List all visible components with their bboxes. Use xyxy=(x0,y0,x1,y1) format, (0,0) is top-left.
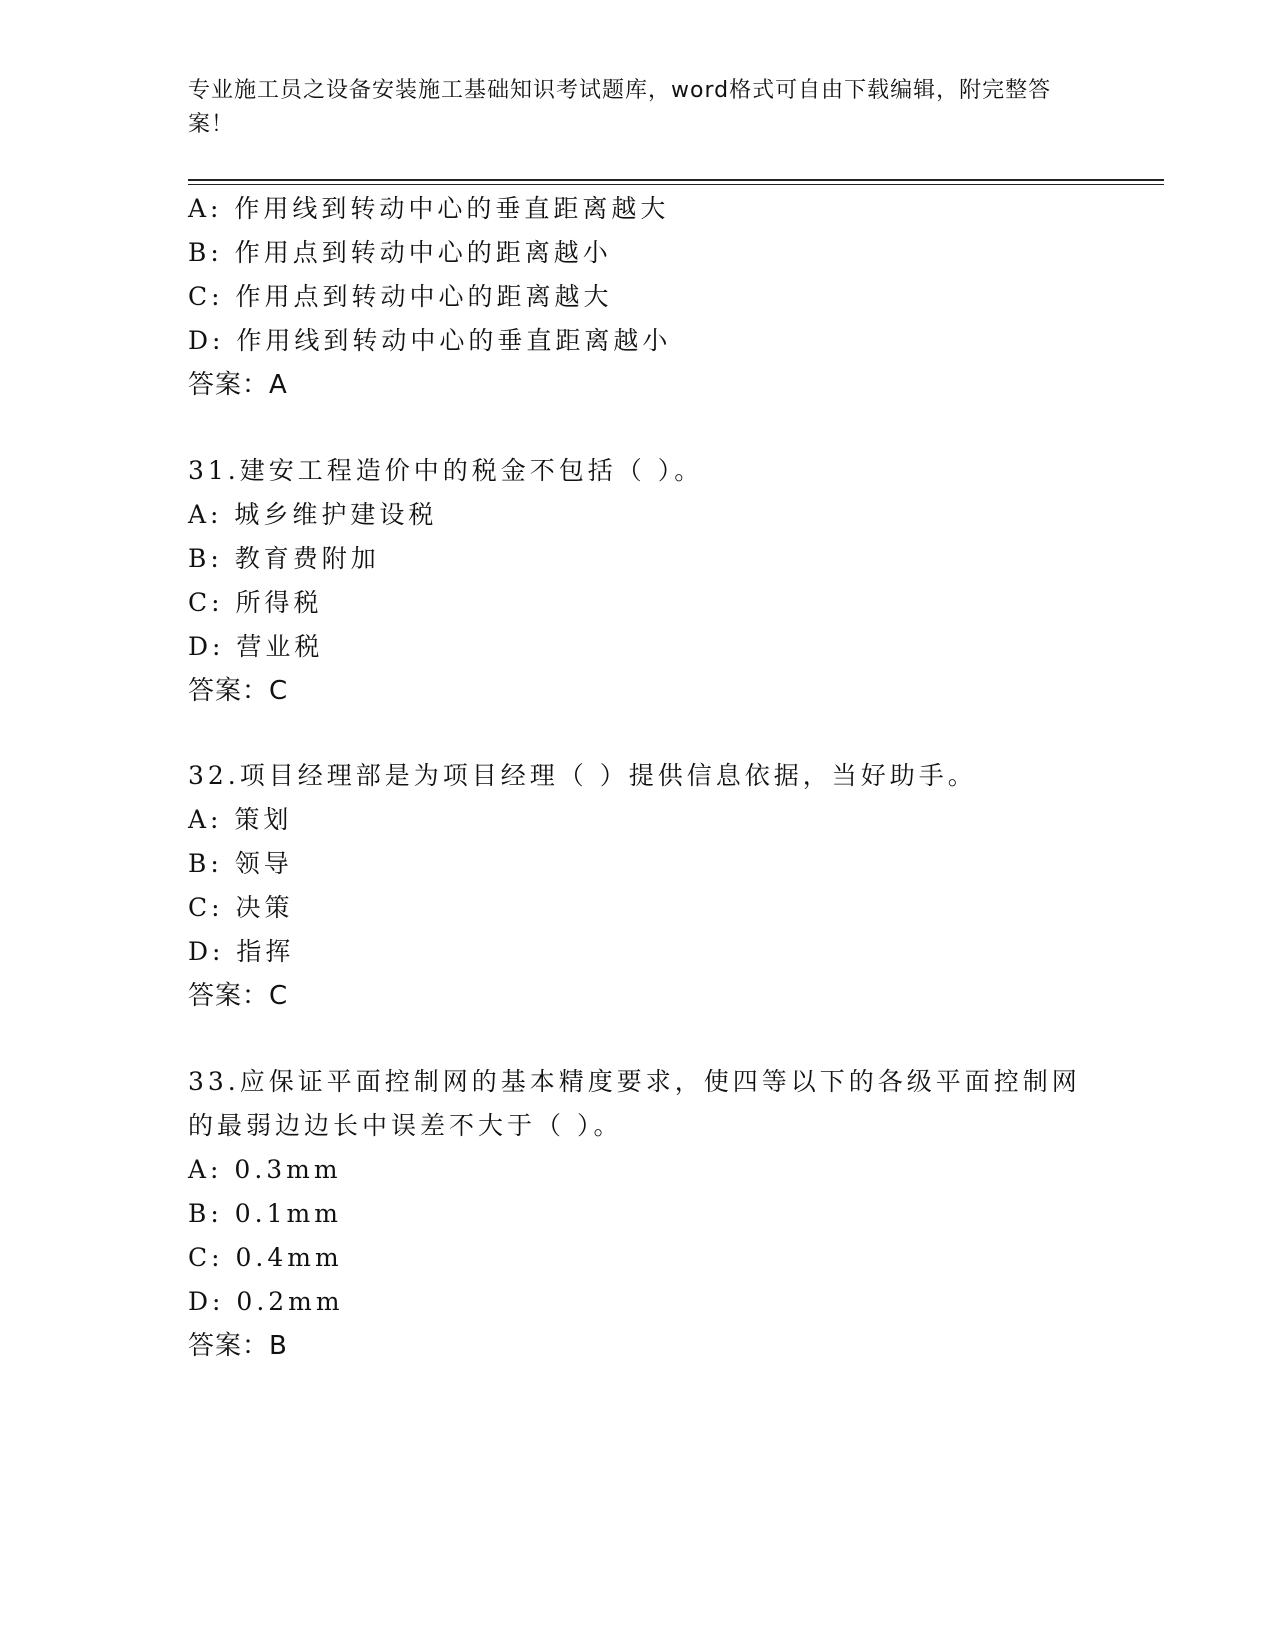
q30-option-b: B: 作用点到转动中心的距离越小 xyxy=(188,238,612,267)
q32-option-a: A: 策划 xyxy=(188,805,293,834)
q33-option-d: D: 0.2mm xyxy=(188,1287,344,1316)
q33-option-c: C: 0.4mm xyxy=(188,1243,343,1272)
q33-option-a: A: 0.3mm xyxy=(188,1155,342,1184)
q31-option-a: A: 城乡维护建设税 xyxy=(188,500,438,529)
q33-option-b: B: 0.1mm xyxy=(188,1199,342,1228)
q32-option-c: C: 决策 xyxy=(188,893,294,922)
q33-stem-line-1: 33.应保证平面控制网的基本精度要求，使四等以下的各级平面控制网 xyxy=(188,1067,1081,1096)
document-header: 专业施工员之设备安装施工基础知识考试题库，word格式可自由下载编辑，附完整答案！ xyxy=(188,78,1052,137)
q32-stem: 32.项目经理部是为项目经理（ ）提供信息依据，当好助手。 xyxy=(188,761,977,790)
q31-option-c: C: 所得税 xyxy=(188,588,323,617)
q32-option-b: B: 领导 xyxy=(188,849,293,878)
q30-option-d: D: 作用线到转动中心的垂直距离越小 xyxy=(188,326,672,355)
q32-answer: 答案：C xyxy=(188,981,289,1011)
q30-answer: 答案：A xyxy=(188,370,288,400)
q31-option-d: D: 营业税 xyxy=(188,632,324,661)
q30-option-a: A: 作用线到转动中心的垂直距离越大 xyxy=(188,194,670,223)
q33-answer: 答案：B xyxy=(188,1331,288,1361)
header-divider xyxy=(188,179,1164,185)
q31-answer: 答案：C xyxy=(188,676,289,706)
q30-option-c: C: 作用点到转动中心的距离越大 xyxy=(188,282,613,311)
q33-stem-line-2: 的最弱边边长中误差不大于（ ）。 xyxy=(188,1111,623,1140)
q32-option-d: D: 指挥 xyxy=(188,937,295,966)
q31-option-b: B: 教育费附加 xyxy=(188,544,380,573)
q31-stem: 31.建安工程造价中的税金不包括（ ）。 xyxy=(188,456,704,485)
